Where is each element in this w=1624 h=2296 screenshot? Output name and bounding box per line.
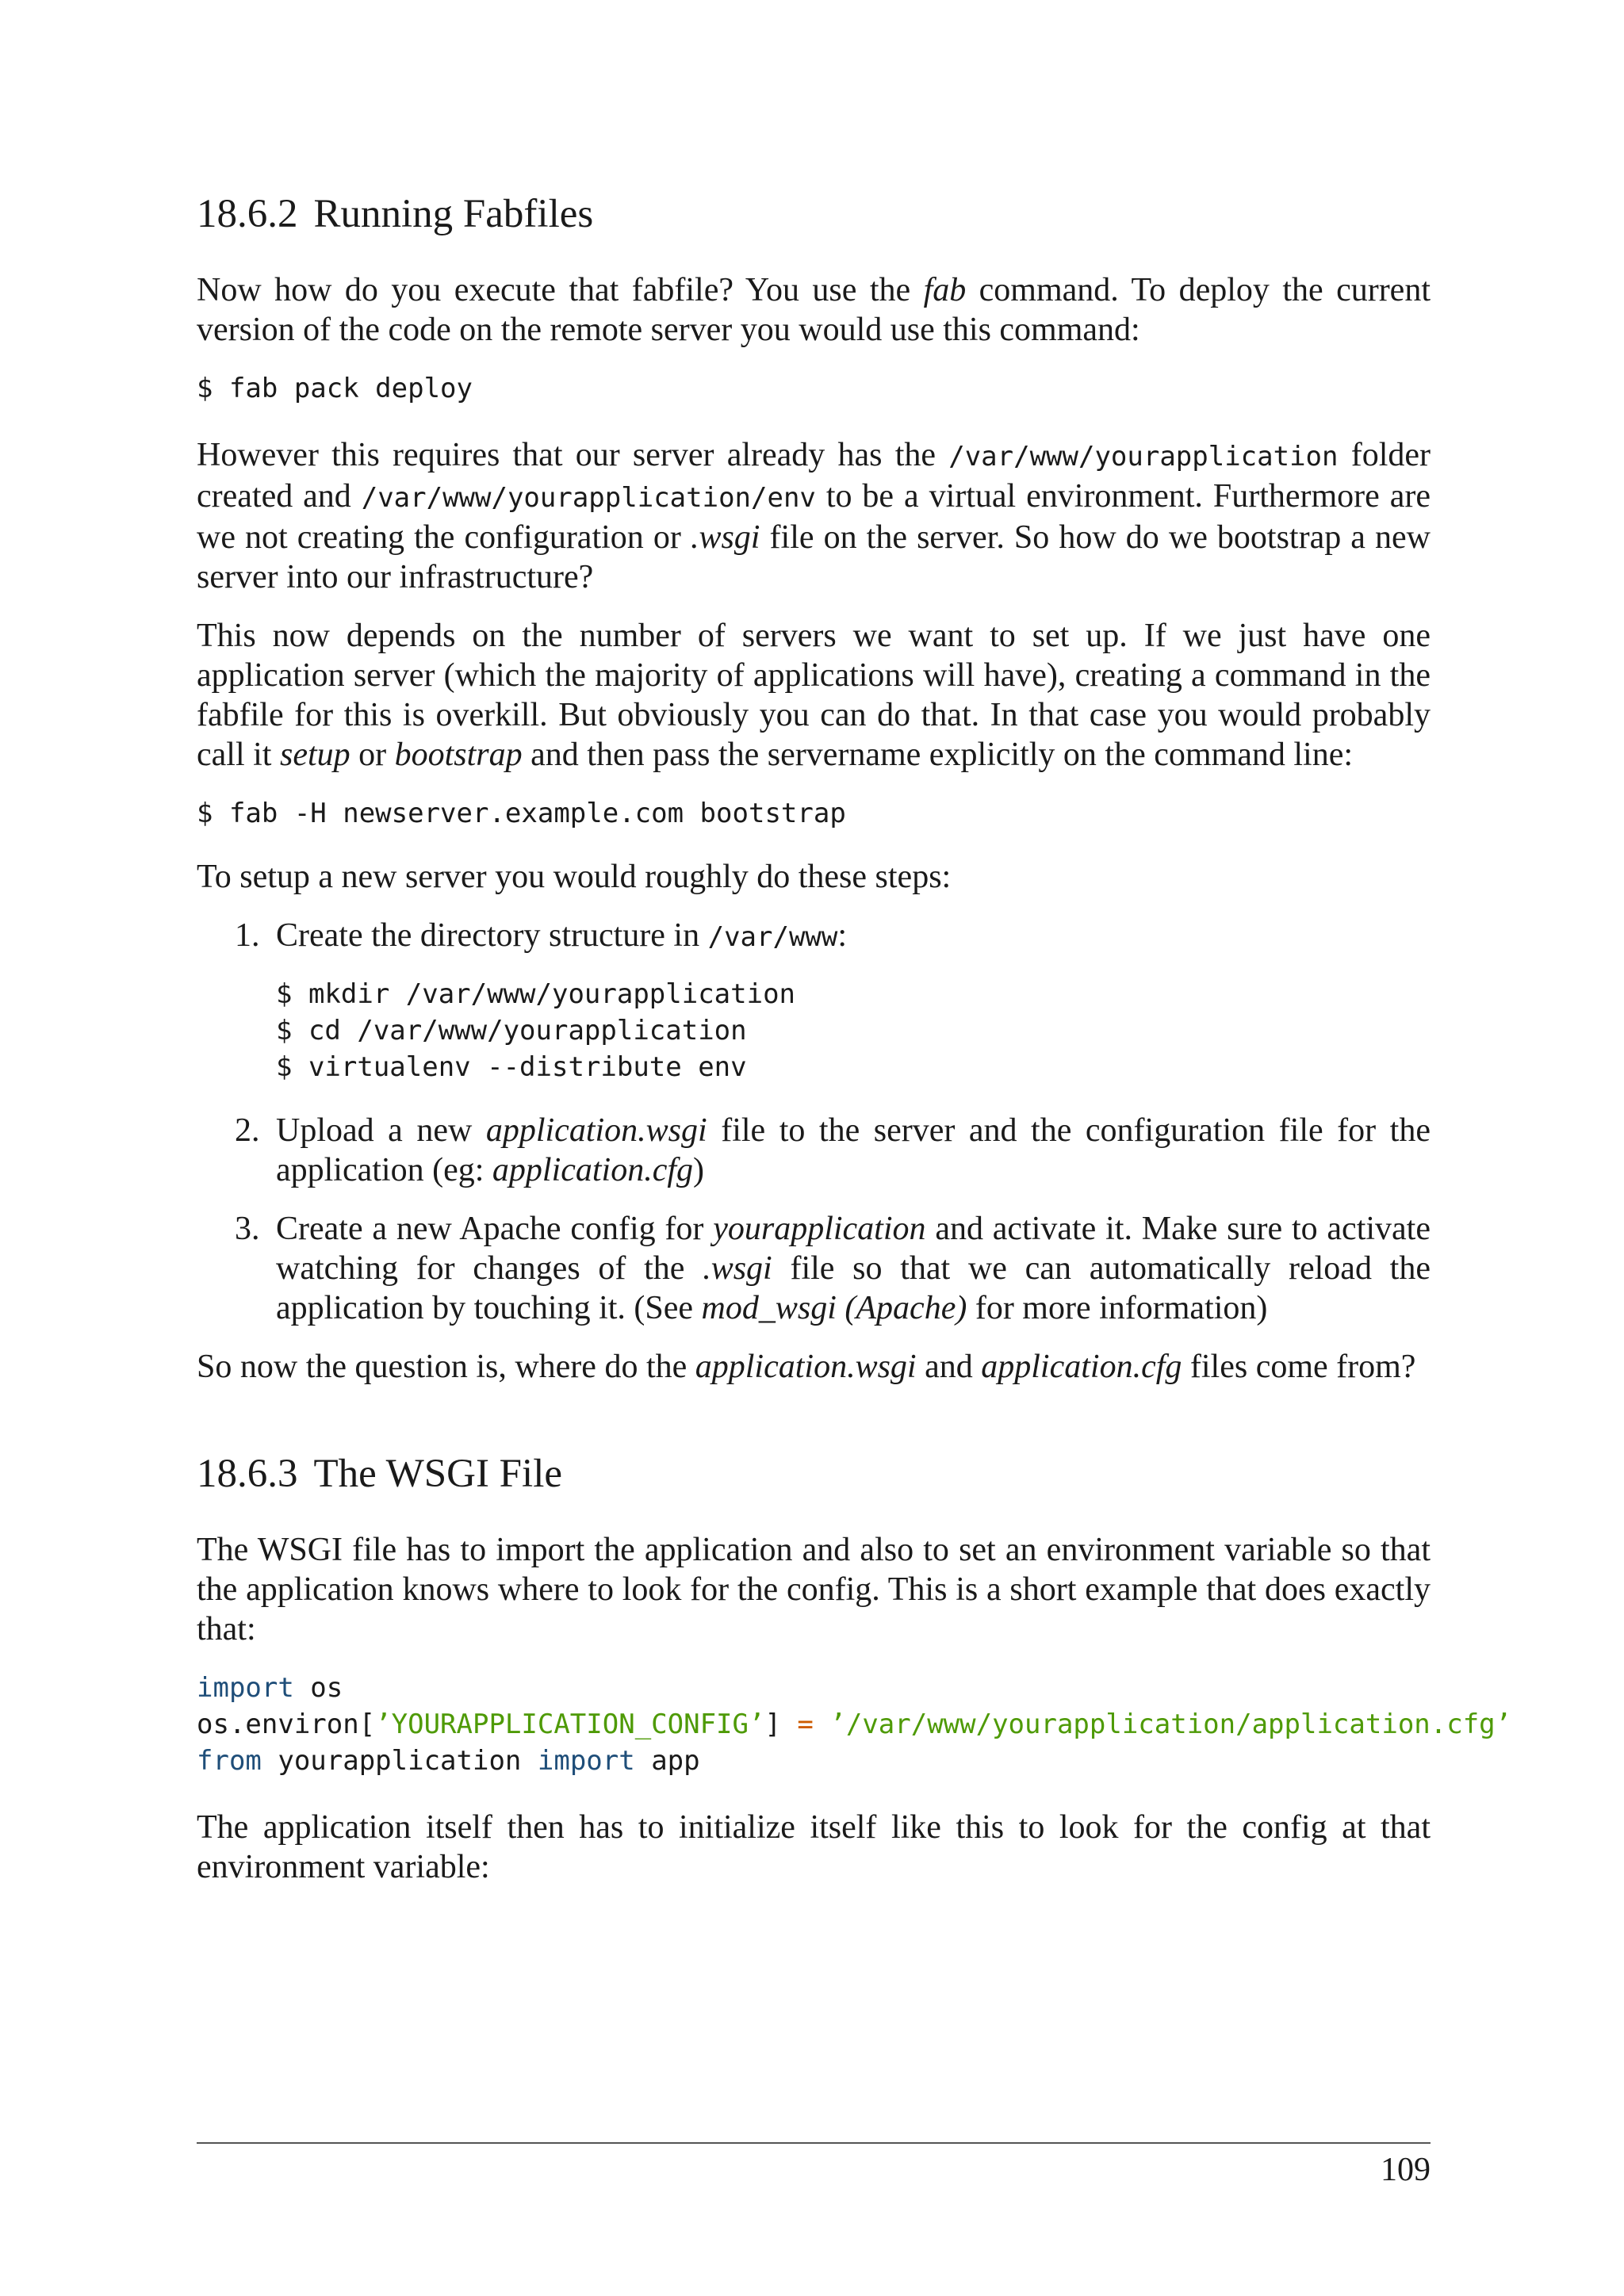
inline-code-var-www: /var/www xyxy=(707,921,838,954)
page-number: 109 xyxy=(1381,2152,1431,2188)
paragraph-requirements: However this requires that our server already has the /var/www/yourapplication folder created and /var/www/yourapplication/env to be a virtual environment. Furthermore are we not creating the configuration or .wsgi file on the server. So how do we bootstrap a new server into our infrastructure? xyxy=(197,437,1431,596)
inline-code-env-path: /var/www/yourapplication/env xyxy=(361,482,816,515)
code-block-wsgi: import os os.environ[’YOURAPPLICATION_CONFIG’] = ’/var/www/yourapplication/application.cfg’ from yourapplication import app xyxy=(197,1672,1512,1777)
emphasis-application-cfg: application.cfg xyxy=(492,1152,694,1189)
footer-divider xyxy=(197,2142,1431,2144)
section-number: 18.6.3 xyxy=(197,1452,298,1497)
code-block-mkdir: $ mkdir /var/www/yourapplication $ cd /var/www/yourapplication $ virtualenv --distribute env xyxy=(276,978,796,1084)
section-title: Running Fabfiles xyxy=(313,192,594,236)
inline-code-path: /var/www/yourapplication xyxy=(948,441,1339,473)
section-title: The WSGI File xyxy=(313,1452,563,1497)
paragraph-intro: Now how do you execute that fabfile? You use the fab command. To deploy the current version of the code on the remote server you would use this command: xyxy=(197,272,1431,349)
list-marker: 3. xyxy=(235,1211,260,1248)
paragraph-wsgi-intro: The WSGI file has to import the application and also to set an environment variable so that the application knows where to look for the config. This is a short example that does exactly that: xyxy=(197,1532,1431,1648)
list-item: 3. Create a new Apache config for yourapplication and activate it. Make sure to activate watching for changes of the .wsgi file so that we can automatically reload the application by touching it. (See mod_wsgi (Apache) for more information) xyxy=(235,1211,1431,1327)
paragraph-initialize: The application itself then has to initialize itself like this to look for the config at that environment variable: xyxy=(197,1809,1431,1886)
paragraph-servers: This now depends on the number of servers we want to set up. If we just have one application server (which the majority of applications will have), creating a command in the fabfile for this is overkill. But obviously you can do that. In that case you would probably call it setup or bootstrap and then pass the servername explicitly on the command line: xyxy=(197,618,1431,774)
paragraph-question: So now the question is, where do the application.wsgi and application.cfg files come from? xyxy=(197,1349,1416,1386)
emphasis-application-wsgi: application.wsgi xyxy=(485,1112,707,1150)
emphasis-setup: setup xyxy=(279,737,350,774)
emphasis-wsgi: .wsgi xyxy=(690,519,760,557)
section-heading-wsgi-file xyxy=(197,1450,1431,1498)
list-item: 1. Create the directory structure in /var/www: $ mkdir /var/www/yourapplication $ cd /var/www/yourapplication $ virtualenv --distribute env xyxy=(197,916,1431,1085)
page-body xyxy=(197,190,1512,1887)
steps-list xyxy=(197,916,1431,1328)
emphasis-yourapplication: yourapplication xyxy=(713,1211,926,1248)
code-block-bootstrap: $ fab -H newserver.example.com bootstrap xyxy=(197,798,846,830)
section-heading-running-fabfiles xyxy=(197,190,1431,239)
section-number: 18.6.2 xyxy=(197,192,298,236)
emphasis-bootstrap: bootstrap xyxy=(394,737,523,774)
emphasis-fab: fab xyxy=(923,272,967,309)
list-marker: 1. xyxy=(235,917,260,955)
code-block-deploy: $ fab pack deploy xyxy=(197,373,473,405)
list-marker: 2. xyxy=(235,1112,260,1150)
emphasis-wsgi-ext: .wsgi xyxy=(703,1250,772,1288)
link-mod-wsgi[interactable]: mod_wsgi (Apache) xyxy=(701,1290,967,1327)
list-item: 2. Upload a new application.wsgi file to the server and the configuration file for the application (eg: application.cfg) xyxy=(235,1112,1431,1189)
paragraph-steps-intro: To setup a new server you would roughly do these steps: xyxy=(197,859,952,896)
